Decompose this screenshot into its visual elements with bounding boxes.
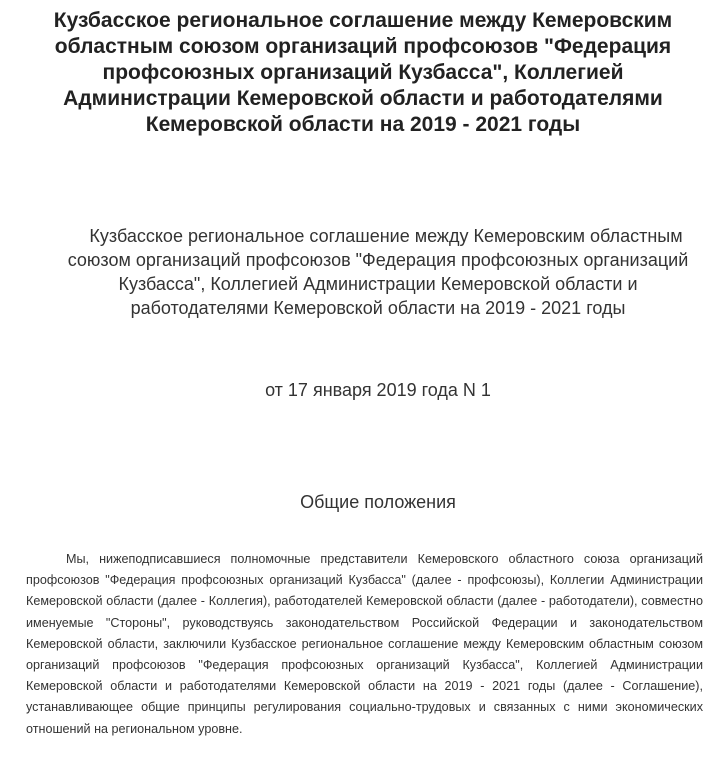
document-title: Кузбасское региональное соглашение между Кемеровским областным союзом организаций профсоюзов "Федерация профсоюзных организаций Кузбасса", Коллегией Администрации Кемеровской области и работодателями Кемеровской области на 2019 - 2021 годы bbox=[53, 9, 673, 136]
section-heading: Общие положения bbox=[300, 492, 456, 512]
document-subtitle: Кузбасское региональное соглашение между Кемеровским областным союзом организаций профсоюзов "Федерация профсоюзных организаций Кузбасса", Коллегией Администрации Кемеровской области и работодателями Кемеровской области на 2019 - 2021 годы bbox=[67, 226, 689, 318]
document-date: от 17 января 2019 года N 1 bbox=[265, 380, 491, 400]
body-paragraph: Мы, нижеподписавшиеся полномочные представители Кемеровского областного союза организаций профсоюзов "Федерация профсоюзных организаций Кузбасса" (далее - профсоюзы), Коллегии Администрации Кемеровской области (далее - Коллегия), работодателей Кемеровской области (далее - работодатели), совместно именуемые "Стороны", руководствуясь законодательством Российской Федерации и законодательством Кемеровской области, заключили Кузбасское региональное соглашение между Кемеровским областным союзом организаций профсоюзов "Федерация профсоюзных организаций Кузбасса", Коллегией Администрации Кемеровской области и работодателями Кемеровской области на 2019 - 2021 годы (далее - Соглашение), устанавливающее общие принципы регулирования социально-трудовых и связанных с ними экономических отношений на региональном уровне. bbox=[26, 552, 703, 736]
